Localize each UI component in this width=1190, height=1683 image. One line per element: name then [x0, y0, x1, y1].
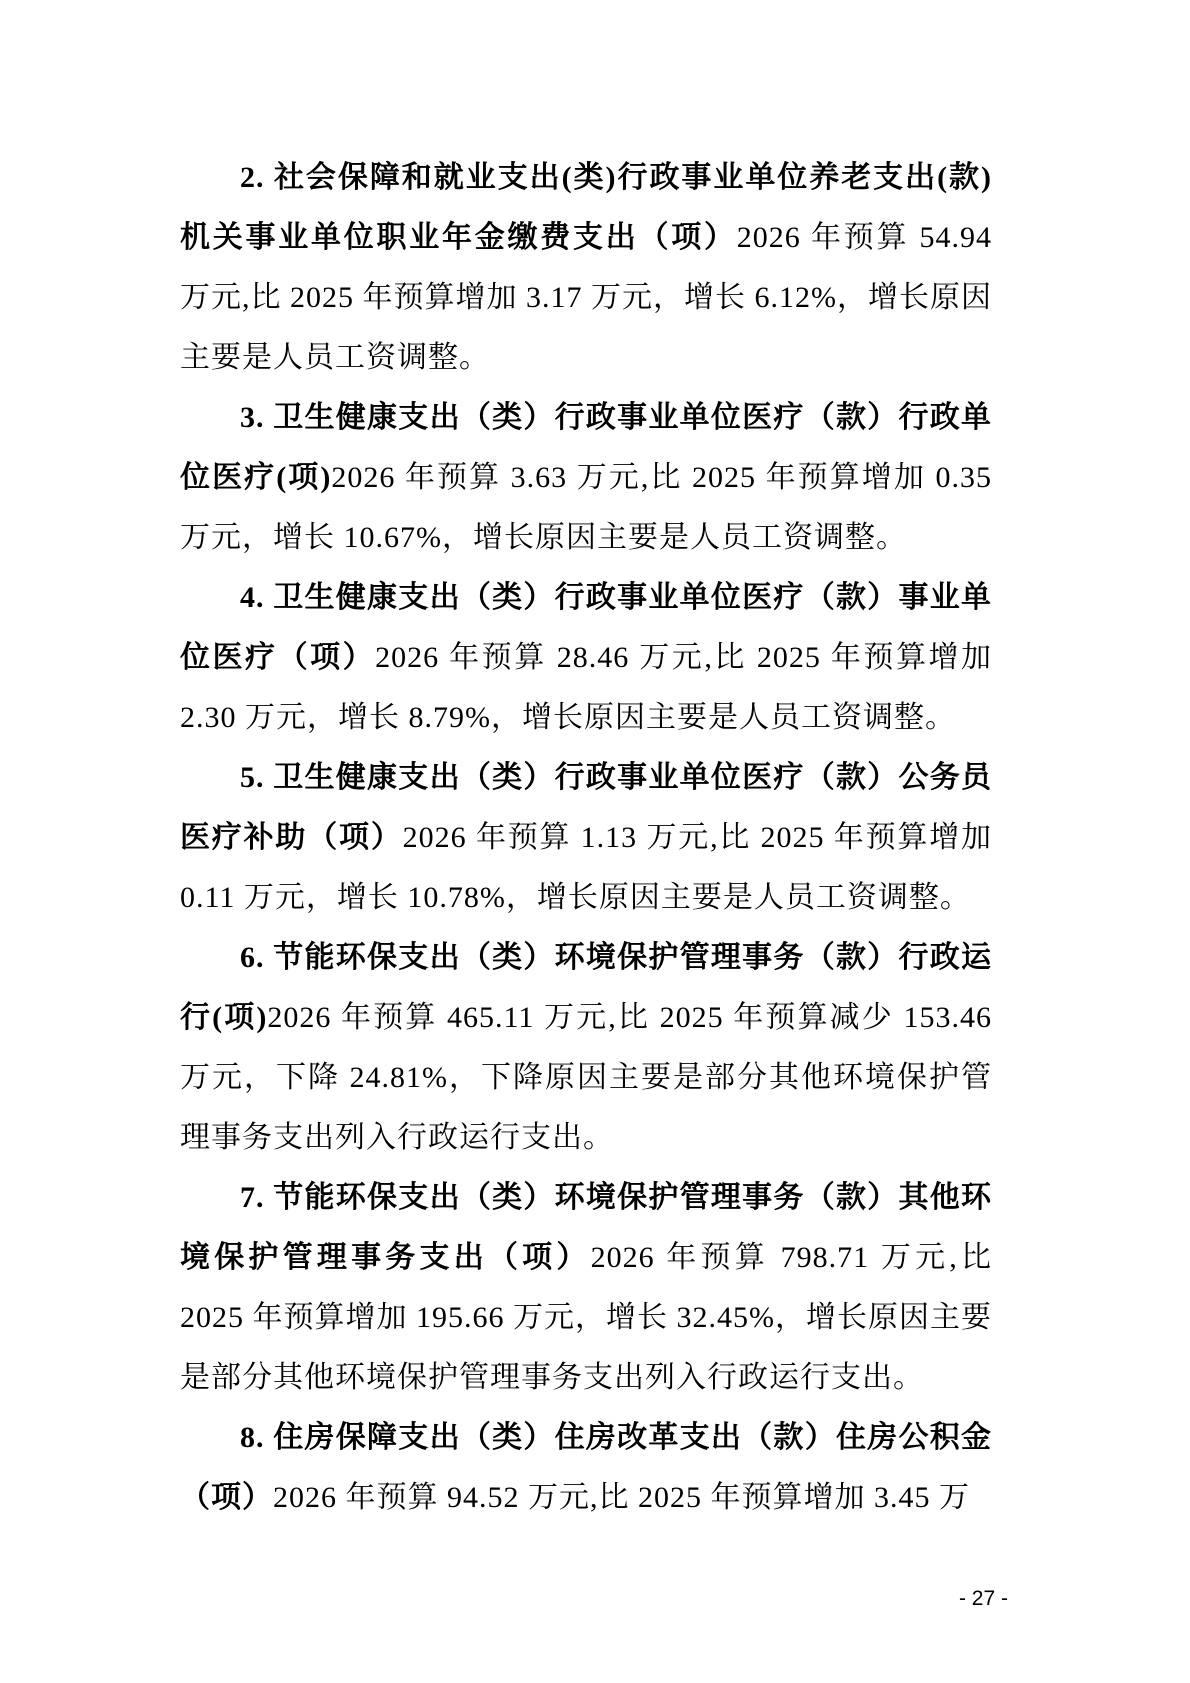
page-number: - 27 - [958, 1587, 1008, 1610]
budget-paragraph-3 [180, 388, 992, 568]
paragraph-heading: 8. 住房保障支出（类）住房改革支出（款）住房公积金（项） [180, 1421, 992, 1514]
page-footer [959, 1586, 1008, 1612]
paragraph-heading: 4. 卫生健康支出（类）行政事业单位医疗（款）事业单位医疗（项） [180, 581, 992, 674]
paragraph-heading: 3. 卫生健康支出（类）行政事业单位医疗（款）行政单位医疗(项) [180, 401, 992, 494]
paragraph-body: 2026 年预算 798.71 万元,比 2025 年预算增加 195.66 万元，增长 32.45%，增长原因主要是部分其他环境保护管理事务支出列入行政运行支出。 [180, 1241, 993, 1394]
paragraph-body: 2026 年预算 28.46 万元,比 2025 年预算增加 2.30 万元，增长 8.79%，增长原因主要是人员工资调整。 [180, 641, 993, 734]
paragraph-body: 2026 年预算 94.52 万元,比 2025 年预算增加 3.45 万 [273, 1481, 970, 1514]
paragraph-body: 2026 年预算 3.63 万元,比 2025 年预算增加 0.35 万元，增长 10.67%，增长原因主要是人员工资调整。 [180, 461, 992, 554]
budget-paragraph-6 [180, 928, 992, 1168]
paragraph-body: 2026 年预算 1.13 万元,比 2025 年预算增加 0.11 万元，增长 10.78%，增长原因主要是人员工资调整。 [180, 821, 993, 914]
budget-paragraph-7 [180, 1168, 992, 1408]
paragraph-heading: 6. 节能环保支出（类）环境保护管理事务（款）行政运行(项) [180, 941, 992, 1034]
budget-paragraph-5 [180, 748, 992, 928]
budget-paragraph-8 [180, 1408, 992, 1528]
paragraph-heading: 2. 社会保障和就业支出(类)行政事业单位养老支出(款)机关事业单位职业年金缴费支出（项） [180, 161, 992, 254]
paragraph-heading: 5. 卫生健康支出（类）行政事业单位医疗（款）公务员医疗补助（项） [180, 761, 992, 854]
paragraph-body: 2026 年预算 54.94 万元,比 2025 年预算增加 3.17 万元，增长 6.12%，增长原因主要是人员工资调整。 [180, 221, 992, 374]
paragraph-heading: 7. 节能环保支出（类）环境保护管理事务（款）其他环境保护管理事务支出（项） [180, 1181, 992, 1274]
paragraph-body: 2026 年预算 465.11 万元,比 2025 年预算减少 153.46 万元，下降 24.81%，下降原因主要是部分其他环境保护管理事务支出列入行政运行支出。 [180, 1001, 992, 1154]
budget-paragraph-2 [180, 148, 992, 388]
document-body [180, 148, 992, 1528]
budget-paragraph-4 [180, 568, 992, 748]
